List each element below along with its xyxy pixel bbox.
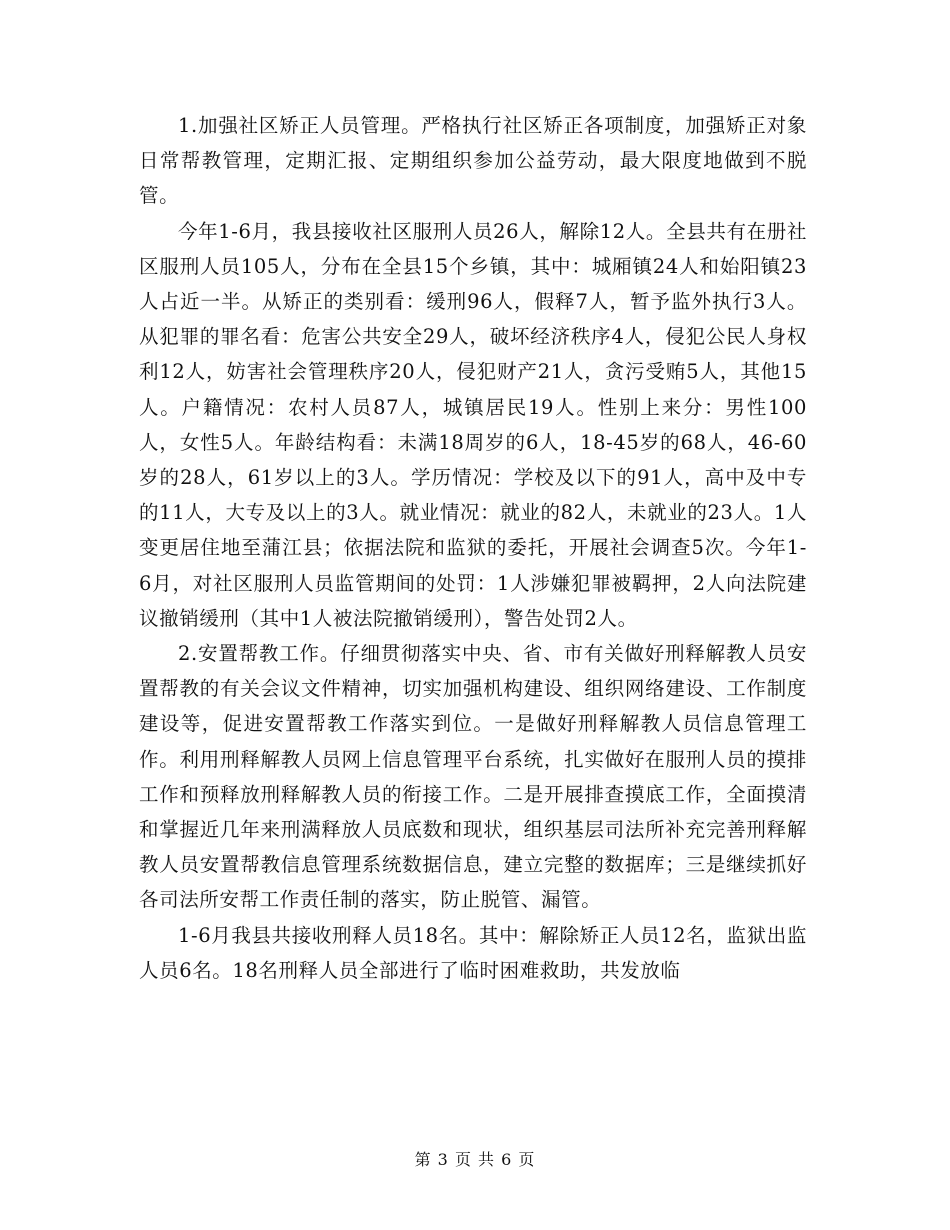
paragraph-released-persons: 1-6月我县共接收刑释人员18名。其中：解除矫正人员12名，监狱出监人员6名。18名刑释人员全部进行了临时困难救助，共发放临 [139, 923, 807, 982]
paragraph-resettlement-work: 2.安置帮教工作。仔细贯彻落实中央、省、市有关做好刑释解教人员安置帮教的有关会议文件精神，切实加强机构建设、组织网络建设、工作制度建设等，促进安置帮教工作落实到位。一是做好刑释解教人员信息管理工作。利用刑释解教人员网上信息管理平台系统，扎实做好在服刑人员的摸排工作和预释放刑释解教人员的衔接工作。二是开展排查摸底工作，全面摸清和掌握近几年来刑满释放人员底数和现状，组织基层司法所补充完善刑释解教人员安置帮教信息管理系统数据信息，建立完整的数据库；三是继续抓好各司法所安帮工作责任制的落实，防止脱管、漏管。 [139, 642, 807, 912]
paragraph-community-correction-heading: 1.加强社区矫正人员管理。严格执行社区矫正各项制度，加强矫正对象日常帮教管理，定期汇报、定期组织参加公益劳动，最大限度地做到不脱管。 [139, 114, 807, 208]
paragraph-community-correction-stats: 今年1-6月，我县接收社区服刑人员26人，解除12人。全县共有在册社区服刑人员105人，分布在全县15个乡镇，其中：城厢镇24人和始阳镇23人占近一半。从矫正的类别看：缓刑96人，假释7人，暂予监外执行3人。从犯罪的罪名看：危害公共安全29人，破坏经济秩序4人，侵犯公民人身权利12人，妨害社会管理秩序20人，侵犯财产21人，贪污受贿5人，其他15人。户籍情况：农村人员87人，城镇居民19人。性别上来分：男性100人，女性5人。年龄结构看：未满18周岁的6人，18-45岁的68人，46-60岁的28人，61岁以上的3人。学历情况：学校及以下的91人，高中及中专的11人，大专及以上的3人。就业情况：就业的82人，未就业的23人。1人变更居住地至蒲江县；依据法院和监狱的委托，开展社会调查5次。今年1-6月，对社区服刑人员监管期间的处罚：1人涉嫌犯罪被羁押，2人向法院建议撤销缓刑（其中1人被法院撤销缓刑），警告处罚2人。 [139, 219, 807, 630]
page-number-footer: 第 3 页 共 6 页 [414, 1150, 536, 1169]
document-body [139, 108, 807, 988]
